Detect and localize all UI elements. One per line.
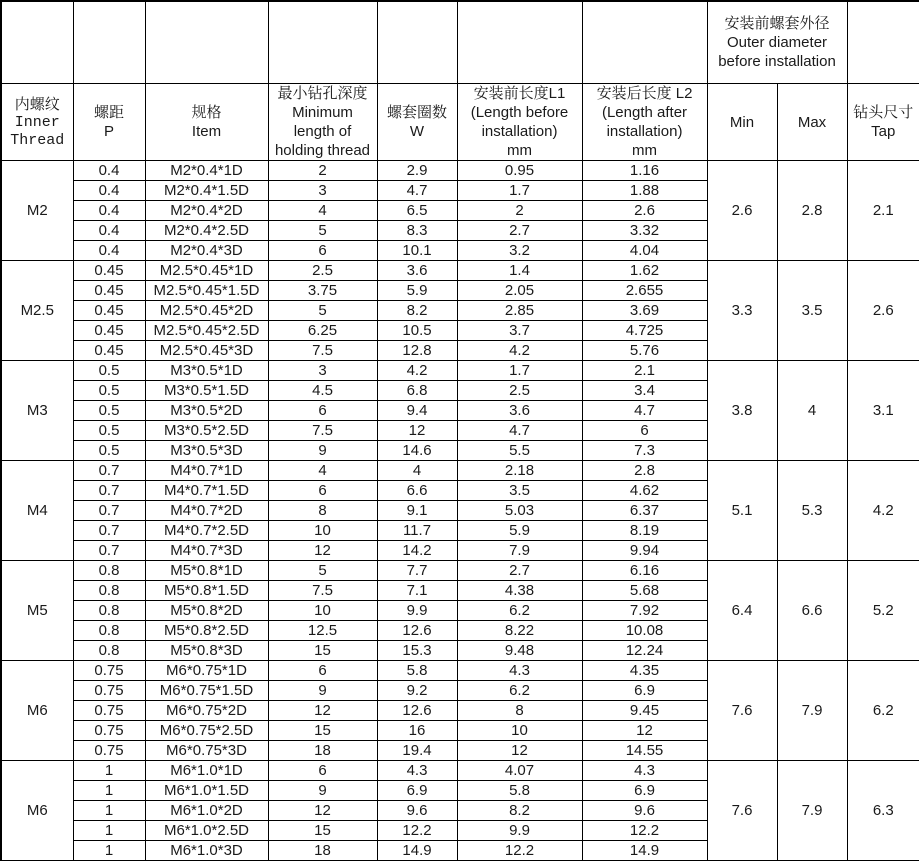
pitch-value: 0.7: [73, 501, 145, 521]
length-after-value: 2.655: [582, 281, 707, 301]
outer-diameter-max-value: 2.8: [777, 161, 847, 261]
inner-thread-label-zh: 内螺纹: [14, 95, 60, 113]
tap-size-value: 5.2: [847, 561, 919, 661]
min-depth-value: 9: [268, 441, 377, 461]
length-after-value: 7.3: [582, 441, 707, 461]
header-spacer-cell: [73, 1, 145, 84]
length-before-value: 8: [457, 701, 582, 721]
tap-size-value: 4.2: [847, 461, 919, 561]
min-depth-value: 3: [268, 181, 377, 201]
l2-label-zh: 安装后长度 L2: [596, 85, 693, 102]
length-before-value: 10: [457, 721, 582, 741]
coils-value: 4.2: [377, 361, 457, 381]
header-l1: [457, 84, 582, 161]
l2-label-unit: mm: [632, 142, 657, 159]
table-row: [1, 361, 919, 381]
item-value: M6*0.75*2.5D: [145, 721, 268, 741]
outer-diameter-max-value: 4: [777, 361, 847, 461]
pitch-value: 0.4: [73, 201, 145, 221]
length-before-value: 4.7: [457, 421, 582, 441]
pitch-value: 0.8: [73, 561, 145, 581]
coils-value: 6.5: [377, 201, 457, 221]
table-row: [1, 461, 919, 481]
length-after-value: 12.24: [582, 641, 707, 661]
coils-value: 12.8: [377, 341, 457, 361]
min-depth-value: 15: [268, 821, 377, 841]
tap-label-en: Tap: [871, 123, 896, 140]
min-depth-value: 12: [268, 541, 377, 561]
min-depth-value: 5: [268, 221, 377, 241]
length-after-value: 12.2: [582, 821, 707, 841]
header-spacer-cell: [268, 1, 377, 84]
coils-value: 9.9: [377, 601, 457, 621]
pitch-value: 1: [73, 821, 145, 841]
min-depth-value: 18: [268, 841, 377, 861]
coils-value: 16: [377, 721, 457, 741]
thread-size-label: M2: [1, 161, 73, 261]
min-depth-value: 7.5: [268, 421, 377, 441]
header-item: [145, 84, 268, 161]
pitch-value: 0.7: [73, 481, 145, 501]
min-depth-value: 4: [268, 201, 377, 221]
header-pitch: [73, 84, 145, 161]
outer-diameter-label-en2: before installation: [718, 53, 836, 70]
length-before-value: 2.7: [457, 221, 582, 241]
inner-thread-label-en2: Thread: [10, 131, 65, 149]
header-top-row: [1, 1, 919, 84]
item-value: M6*0.75*3D: [145, 741, 268, 761]
item-value: M5*0.8*1.5D: [145, 581, 268, 601]
length-after-value: 2.6: [582, 201, 707, 221]
item-value: M6*1.0*1D: [145, 761, 268, 781]
length-before-value: 9.9: [457, 821, 582, 841]
length-after-value: 9.94: [582, 541, 707, 561]
pitch-value: 0.7: [73, 521, 145, 541]
length-before-value: 5.5: [457, 441, 582, 461]
outer-diameter-max-value: 3.5: [777, 261, 847, 361]
length-before-value: 3.5: [457, 481, 582, 501]
coils-value: 8.2: [377, 301, 457, 321]
outer-diameter-min-value: 3.3: [707, 261, 777, 361]
min-depth-value: 10: [268, 601, 377, 621]
item-value: M6*1.0*2D: [145, 801, 268, 821]
min-depth-value: 9: [268, 681, 377, 701]
pitch-value: 0.45: [73, 341, 145, 361]
length-after-value: 2.1: [582, 361, 707, 381]
coils-value: 14.2: [377, 541, 457, 561]
thread-size-label: M2.5: [1, 261, 73, 361]
coils-value: 12.6: [377, 621, 457, 641]
coils-value: 9.4: [377, 401, 457, 421]
min-depth-value: 6: [268, 761, 377, 781]
item-value: M3*0.5*1D: [145, 361, 268, 381]
thread-size-label: M6: [1, 761, 73, 861]
min-depth-value: 8: [268, 501, 377, 521]
pitch-value: 0.4: [73, 241, 145, 261]
length-after-value: 4.35: [582, 661, 707, 681]
pitch-label-zh: 螺距: [93, 104, 124, 121]
min-depth-value: 6: [268, 401, 377, 421]
min-depth-value: 2: [268, 161, 377, 181]
outer-diameter-max-value: 5.3: [777, 461, 847, 561]
header-tap: [847, 84, 919, 161]
length-before-value: 8.2: [457, 801, 582, 821]
length-before-value: 5.03: [457, 501, 582, 521]
header-label-row: [1, 84, 919, 161]
pitch-value: 0.8: [73, 581, 145, 601]
coils-value: 12.6: [377, 701, 457, 721]
length-before-value: 12: [457, 741, 582, 761]
length-after-value: 14.55: [582, 741, 707, 761]
pitch-value: 0.75: [73, 661, 145, 681]
pitch-label-en: P: [103, 123, 114, 140]
item-value: M3*0.5*3D: [145, 441, 268, 461]
length-before-value: 12.2: [457, 841, 582, 861]
header-spacer-cell: [1, 1, 73, 84]
coils-label-zh: 螺套圈数: [386, 104, 447, 121]
item-value: M3*0.5*2D: [145, 401, 268, 421]
l1-label-unit: mm: [507, 142, 532, 159]
item-value: M2*0.4*2D: [145, 201, 268, 221]
pitch-value: 0.75: [73, 681, 145, 701]
length-after-value: 2.8: [582, 461, 707, 481]
min-depth-value: 6.25: [268, 321, 377, 341]
length-before-value: 2.85: [457, 301, 582, 321]
item-value: M2.5*0.45*1.5D: [145, 281, 268, 301]
item-value: M5*0.8*2D: [145, 601, 268, 621]
length-before-value: 3.2: [457, 241, 582, 261]
coils-value: 12.2: [377, 821, 457, 841]
header-spacer-cell: [145, 1, 268, 84]
pitch-value: 1: [73, 801, 145, 821]
min-depth-value: 15: [268, 721, 377, 741]
item-value: M2*0.4*2.5D: [145, 221, 268, 241]
length-after-value: 6: [582, 421, 707, 441]
min-depth-value: 6: [268, 241, 377, 261]
outer-diameter-min-value: 7.6: [707, 761, 777, 861]
min-depth-value: 2.5: [268, 261, 377, 281]
coils-value: 10.5: [377, 321, 457, 341]
length-after-value: 12: [582, 721, 707, 741]
length-before-value: 9.48: [457, 641, 582, 661]
length-before-value: 0.95: [457, 161, 582, 181]
pitch-value: 0.7: [73, 461, 145, 481]
item-value: M2.5*0.45*1D: [145, 261, 268, 281]
length-after-value: 3.69: [582, 301, 707, 321]
coils-value: 10.1: [377, 241, 457, 261]
outer-diameter-max-value: 7.9: [777, 661, 847, 761]
table-header: [1, 1, 919, 161]
min-depth-value: 6: [268, 481, 377, 501]
pitch-value: 0.8: [73, 601, 145, 621]
length-before-value: 5.9: [457, 521, 582, 541]
length-before-value: 6.2: [457, 681, 582, 701]
length-before-value: 5.8: [457, 781, 582, 801]
pitch-value: 0.45: [73, 261, 145, 281]
item-value: M6*0.75*1D: [145, 661, 268, 681]
header-inner-thread: [1, 84, 73, 161]
min-depth-value: 12: [268, 801, 377, 821]
table-row: [1, 761, 919, 781]
length-before-value: 8.22: [457, 621, 582, 641]
item-value: M5*0.8*1D: [145, 561, 268, 581]
length-before-value: 6.2: [457, 601, 582, 621]
item-value: M4*0.7*3D: [145, 541, 268, 561]
coils-value: 4.3: [377, 761, 457, 781]
item-value: M4*0.7*1.5D: [145, 481, 268, 501]
l1-label-zh: 安装前长度L1: [473, 85, 566, 102]
pitch-value: 0.45: [73, 321, 145, 341]
length-after-value: 6.9: [582, 681, 707, 701]
length-after-value: 4.62: [582, 481, 707, 501]
min-depth-value: 6: [268, 661, 377, 681]
length-after-value: 1.62: [582, 261, 707, 281]
outer-diameter-label-en1: Outer diameter: [726, 34, 828, 51]
pitch-value: 1: [73, 761, 145, 781]
coils-value: 14.6: [377, 441, 457, 461]
length-before-value: 4.3: [457, 661, 582, 681]
header-outer-diameter-group: [707, 1, 847, 84]
pitch-value: 0.8: [73, 621, 145, 641]
pitch-value: 0.8: [73, 641, 145, 661]
coils-value: 3.6: [377, 261, 457, 281]
length-before-value: 2.5: [457, 381, 582, 401]
table-row: [1, 261, 919, 281]
pitch-value: 0.4: [73, 161, 145, 181]
length-after-value: 5.68: [582, 581, 707, 601]
coils-value: 5.8: [377, 661, 457, 681]
coils-value: 9.2: [377, 681, 457, 701]
item-value: M3*0.5*2.5D: [145, 421, 268, 441]
pitch-value: 0.4: [73, 181, 145, 201]
length-after-value: 9.6: [582, 801, 707, 821]
length-before-value: 4.2: [457, 341, 582, 361]
length-before-value: 2: [457, 201, 582, 221]
length-after-value: 4.04: [582, 241, 707, 261]
pitch-value: 0.5: [73, 381, 145, 401]
item-label-zh: 规格: [191, 104, 222, 121]
tap-size-value: 2.6: [847, 261, 919, 361]
item-value: M5*0.8*2.5D: [145, 621, 268, 641]
min-depth-value: 3.75: [268, 281, 377, 301]
min-depth-value: 12: [268, 701, 377, 721]
min-depth-value: 18: [268, 741, 377, 761]
header-spacer-cell: [582, 1, 707, 84]
length-after-value: 1.16: [582, 161, 707, 181]
thread-size-label: M4: [1, 461, 73, 561]
min-depth-label-zh: 最小钻孔深度: [277, 85, 368, 102]
coils-value: 19.4: [377, 741, 457, 761]
outer-diameter-min-value: 5.1: [707, 461, 777, 561]
item-value: M6*1.0*1.5D: [145, 781, 268, 801]
min-depth-value: 10: [268, 521, 377, 541]
length-after-value: 3.4: [582, 381, 707, 401]
length-after-value: 6.9: [582, 781, 707, 801]
coils-value: 9.1: [377, 501, 457, 521]
coils-value: 4.7: [377, 181, 457, 201]
coils-value: 15.3: [377, 641, 457, 661]
coils-value: 14.9: [377, 841, 457, 861]
item-value: M5*0.8*3D: [145, 641, 268, 661]
outer-diameter-min-value: 7.6: [707, 661, 777, 761]
item-value: M6*1.0*2.5D: [145, 821, 268, 841]
min-depth-value: 7.5: [268, 581, 377, 601]
coils-value: 6.6: [377, 481, 457, 501]
length-after-value: 5.76: [582, 341, 707, 361]
thread-size-label: M5: [1, 561, 73, 661]
thread-size-label: M3: [1, 361, 73, 461]
pitch-value: 0.5: [73, 441, 145, 461]
l2-label-en: (Length after installation): [601, 104, 688, 140]
length-after-value: 10.08: [582, 621, 707, 641]
length-before-value: 4.07: [457, 761, 582, 781]
length-after-value: 4.3: [582, 761, 707, 781]
length-after-value: 9.45: [582, 701, 707, 721]
length-after-value: 6.37: [582, 501, 707, 521]
inner-thread-label-en1: Inner: [14, 113, 60, 131]
tap-size-value: 6.2: [847, 661, 919, 761]
min-depth-value: 4: [268, 461, 377, 481]
header-l2: [582, 84, 707, 161]
header-spacer-cell: [847, 1, 919, 84]
coils-value: 7.7: [377, 561, 457, 581]
l1-label-en: (Length before installation): [470, 104, 569, 140]
outer-diameter-min-value: 3.8: [707, 361, 777, 461]
pitch-value: 0.7: [73, 541, 145, 561]
item-value: M2*0.4*1D: [145, 161, 268, 181]
item-label-en: Item: [191, 123, 222, 140]
pitch-value: 1: [73, 841, 145, 861]
tap-size-value: 2.1: [847, 161, 919, 261]
length-after-value: 3.32: [582, 221, 707, 241]
header-max: Max: [777, 84, 847, 161]
coils-value: 11.7: [377, 521, 457, 541]
header-coils: [377, 84, 457, 161]
length-after-value: 4.7: [582, 401, 707, 421]
table-row: [1, 661, 919, 681]
min-depth-value: 12.5: [268, 621, 377, 641]
length-after-value: 7.92: [582, 601, 707, 621]
item-value: M2*0.4*3D: [145, 241, 268, 261]
table-row: [1, 561, 919, 581]
min-depth-value: 15: [268, 641, 377, 661]
length-before-value: 2.7: [457, 561, 582, 581]
min-depth-value: 3: [268, 361, 377, 381]
pitch-value: 0.75: [73, 701, 145, 721]
header-min-depth: [268, 84, 377, 161]
coils-value: 12: [377, 421, 457, 441]
length-before-value: 2.18: [457, 461, 582, 481]
pitch-value: 0.4: [73, 221, 145, 241]
pitch-value: 0.5: [73, 361, 145, 381]
thread-size-label: M6: [1, 661, 73, 761]
tap-size-value: 3.1: [847, 361, 919, 461]
coils-value: 5.9: [377, 281, 457, 301]
item-value: M6*1.0*3D: [145, 841, 268, 861]
length-before-value: 3.6: [457, 401, 582, 421]
item-value: M4*0.7*2.5D: [145, 521, 268, 541]
coils-value: 9.6: [377, 801, 457, 821]
min-depth-value: 9: [268, 781, 377, 801]
item-value: M4*0.7*1D: [145, 461, 268, 481]
header-spacer-cell: [457, 1, 582, 84]
item-value: M2.5*0.45*3D: [145, 341, 268, 361]
min-depth-value: 4.5: [268, 381, 377, 401]
header-spacer-cell: [377, 1, 457, 84]
pitch-value: 0.45: [73, 301, 145, 321]
length-after-value: 4.725: [582, 321, 707, 341]
pitch-value: 1: [73, 781, 145, 801]
min-depth-label-en: Minimum length of holding thread: [274, 104, 371, 159]
coils-value: 4: [377, 461, 457, 481]
item-value: M2.5*0.45*2.5D: [145, 321, 268, 341]
length-before-value: 1.7: [457, 361, 582, 381]
item-value: M4*0.7*2D: [145, 501, 268, 521]
min-depth-value: 5: [268, 301, 377, 321]
pitch-value: 0.5: [73, 421, 145, 441]
coils-value: 8.3: [377, 221, 457, 241]
item-value: M2*0.4*1.5D: [145, 181, 268, 201]
outer-diameter-label-zh: 安装前螺套外径: [724, 15, 830, 32]
length-before-value: 2.05: [457, 281, 582, 301]
tap-size-value: 6.3: [847, 761, 919, 861]
outer-diameter-min-value: 6.4: [707, 561, 777, 661]
pitch-value: 0.45: [73, 281, 145, 301]
length-before-value: 3.7: [457, 321, 582, 341]
item-value: M3*0.5*1.5D: [145, 381, 268, 401]
outer-diameter-max-value: 7.9: [777, 761, 847, 861]
item-value: M6*0.75*1.5D: [145, 681, 268, 701]
item-value: M6*0.75*2D: [145, 701, 268, 721]
header-min: Min: [707, 84, 777, 161]
table-row: [1, 161, 919, 181]
min-depth-value: 5: [268, 561, 377, 581]
coils-label-en: W: [409, 123, 425, 140]
table-body: [1, 161, 919, 861]
coils-value: 6.8: [377, 381, 457, 401]
outer-diameter-max-value: 6.6: [777, 561, 847, 661]
min-depth-value: 7.5: [268, 341, 377, 361]
length-before-value: 4.38: [457, 581, 582, 601]
length-after-value: 8.19: [582, 521, 707, 541]
pitch-value: 0.5: [73, 401, 145, 421]
length-after-value: 1.88: [582, 181, 707, 201]
outer-diameter-min-value: 2.6: [707, 161, 777, 261]
length-before-value: 7.9: [457, 541, 582, 561]
length-after-value: 14.9: [582, 841, 707, 861]
length-before-value: 1.7: [457, 181, 582, 201]
length-after-value: 6.16: [582, 561, 707, 581]
coils-value: 7.1: [377, 581, 457, 601]
tap-label-zh: 钻头尺寸: [853, 104, 914, 121]
coils-value: 6.9: [377, 781, 457, 801]
coils-value: 2.9: [377, 161, 457, 181]
item-value: M2.5*0.45*2D: [145, 301, 268, 321]
pitch-value: 0.75: [73, 741, 145, 761]
length-before-value: 1.4: [457, 261, 582, 281]
pitch-value: 0.75: [73, 721, 145, 741]
